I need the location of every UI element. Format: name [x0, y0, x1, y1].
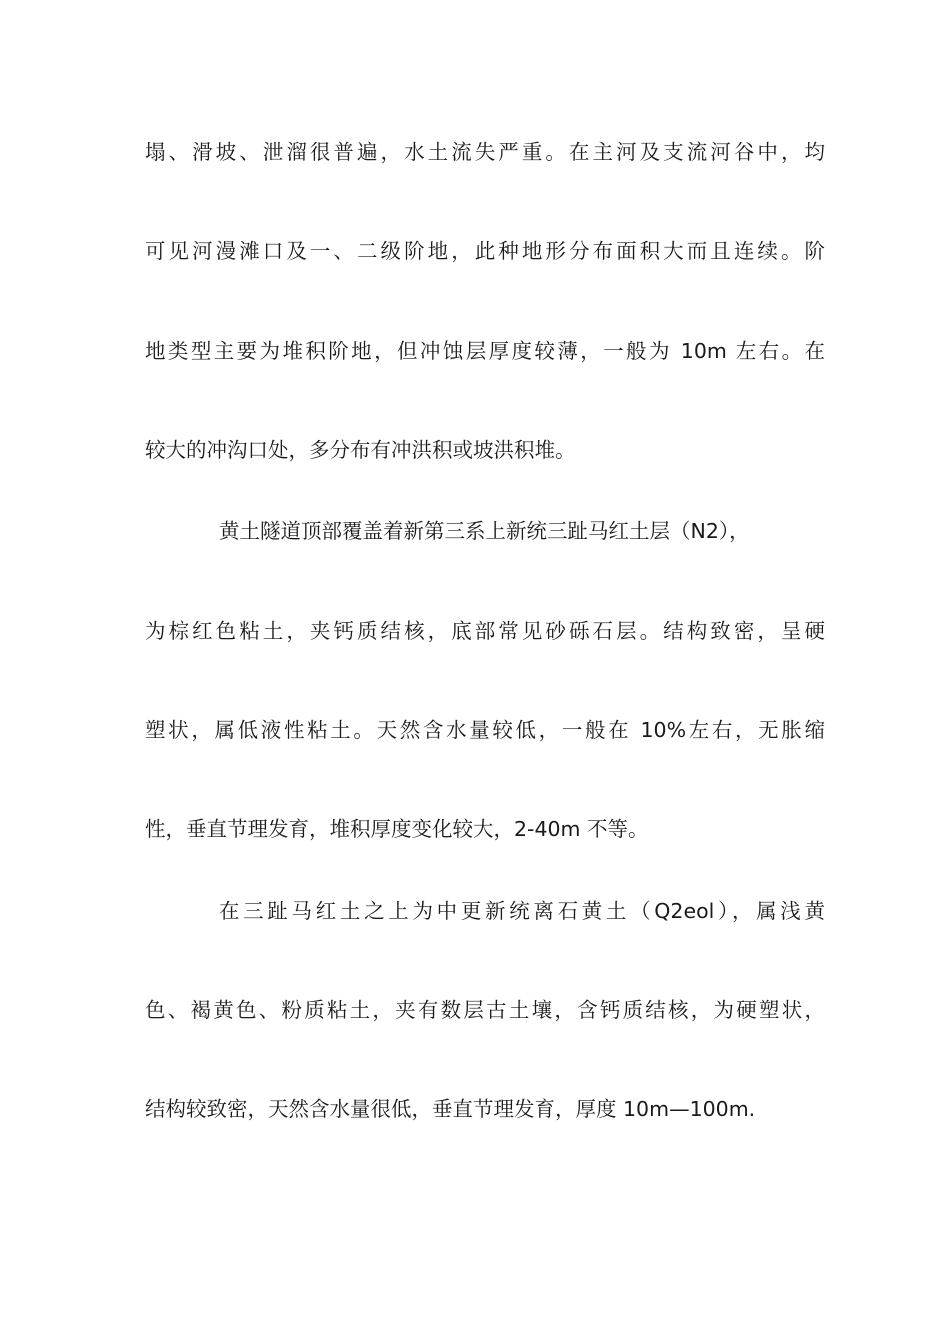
paragraph-line: 塑状，属低液性粘土。天然含水量较低，一般在 10%左右，无胀缩 — [145, 718, 825, 742]
paragraph-line: 较大的冲沟口处，多分布有冲洪积或坡洪积堆。 — [145, 438, 576, 462]
paragraph-line: 性，垂直节理发育，堆积厚度变化较大，2-40m 不等。 — [145, 817, 649, 841]
paragraph-line: 黄土隧道顶部覆盖着新第三系上新统三趾马红土层（N2）， — [219, 519, 750, 543]
paragraph-line: 可见河漫滩口及一、二级阶地，此种地形分布面积大而且连续。阶 — [145, 239, 825, 263]
paragraph-line: 为棕红色粘土，夹钙质结核，底部常见砂砾石层。结构致密，呈硬 — [145, 619, 825, 643]
paragraph-line: 地类型主要为堆积阶地，但冲蚀层厚度较薄，一般为 10m 左右。在 — [145, 339, 825, 363]
paragraph-line: 结构较致密，天然含水量很低，垂直节理发育，厚度 10m—100m. — [145, 1097, 756, 1121]
paragraph-line: 色、褐黄色、粉质粘土，夹有数层古土壤，含钙质结核，为硬塑状， — [145, 998, 825, 1022]
paragraph-line: 塌、滑坡、泄溜很普遍，水土流失严重。在主河及支流河谷中，均 — [145, 140, 825, 164]
paragraph-line: 在三趾马红土之上为中更新统离石黄土（Q2eol），属浅黄 — [219, 899, 825, 923]
